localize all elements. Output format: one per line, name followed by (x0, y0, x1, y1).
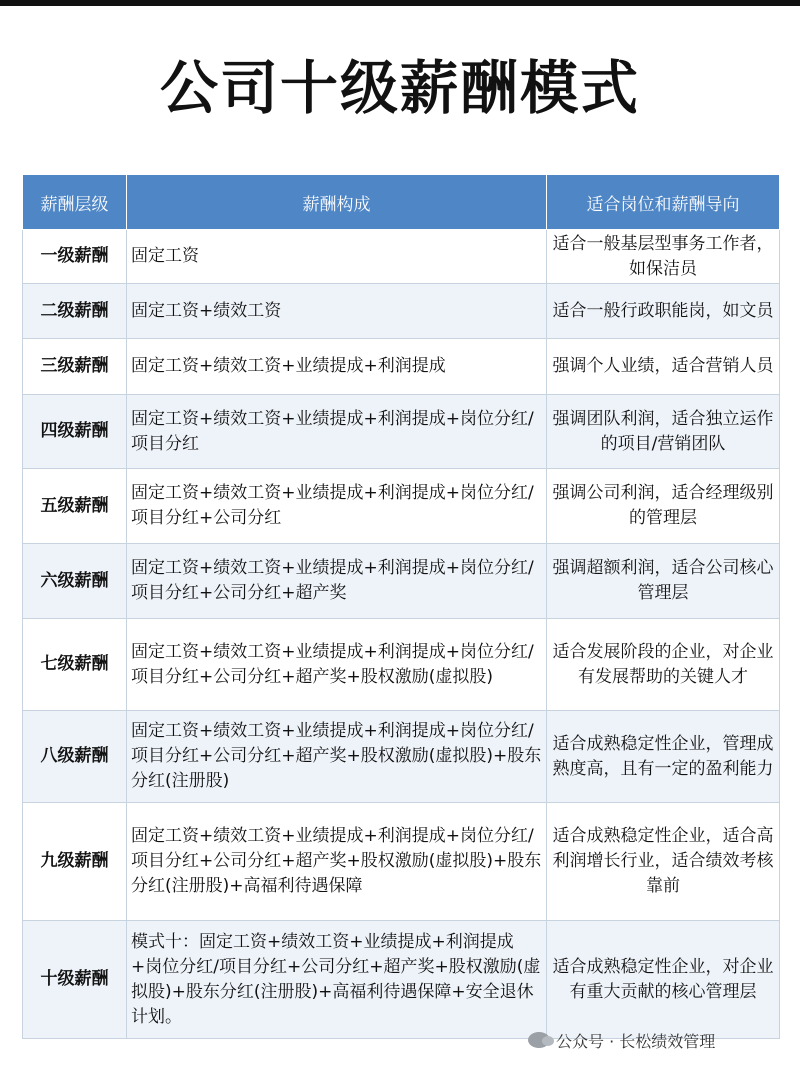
table-row (23, 619, 780, 711)
composition-cell: 固定工资+绩效工资+业绩提成+利润提成+岗位分红/项目分红+公司分红+超产奖+股权激励(虚拟股)+股东分红(注册股)+高福利待遇保障 (127, 803, 547, 921)
wechat-icon (528, 1032, 550, 1048)
header-composition: 薪酬构成 (127, 175, 547, 230)
composition-cell: 固定工资+绩效工资+业绩提成+利润提成+岗位分红/项目分红+公司分红+超产奖 (127, 544, 547, 619)
table-row (23, 803, 780, 921)
composition-cell: 固定工资+绩效工资+业绩提成+利润提成+岗位分红/项目分红 (127, 395, 547, 469)
composition-cell: 固定工资+绩效工资+业绩提成+利润提成 (127, 339, 547, 395)
fit-cell: 适合一般基层型事务工作者，如保洁员 (547, 230, 780, 284)
table-row (23, 284, 780, 339)
table-row (23, 544, 780, 619)
watermark-text: 公众号 · 长松绩效管理 (556, 1031, 716, 1051)
fit-cell: 适合成熟稳定性企业，管理成熟度高，且有一定的盈利能力 (547, 711, 780, 803)
fit-cell: 适合发展阶段的企业，对企业有发展帮助的关键人才 (547, 619, 780, 711)
table-header-row (23, 175, 780, 230)
fit-cell: 强调公司利润，适合经理级别的管理层 (547, 469, 780, 544)
fit-cell: 适合成熟稳定性企业，适合高利润增长行业，适合绩效考核靠前 (547, 803, 780, 921)
level-cell: 二级薪酬 (23, 284, 127, 339)
composition-cell: 固定工资+绩效工资 (127, 284, 547, 339)
composition-cell: 固定工资+绩效工资+业绩提成+利润提成+岗位分红/项目分红+公司分红+超产奖+股权激励(虚拟股) (127, 619, 547, 711)
level-cell: 一级薪酬 (23, 230, 127, 284)
composition-cell: 固定工资+绩效工资+业绩提成+利润提成+岗位分红/项目分红+公司分红 (127, 469, 547, 544)
salary-table (22, 174, 780, 1039)
table-row (23, 469, 780, 544)
level-cell: 九级薪酬 (23, 803, 127, 921)
composition-cell: 固定工资+绩效工资+业绩提成+利润提成+岗位分红/项目分红+公司分红+超产奖+股权激励(虚拟股)+股东分红(注册股) (127, 711, 547, 803)
top-border (0, 0, 800, 6)
composition-cell: 固定工资 (127, 230, 547, 284)
header-level: 薪酬层级 (23, 175, 127, 230)
header-fit: 适合岗位和薪酬导向 (547, 175, 780, 230)
fit-cell: 强调个人业绩，适合营销人员 (547, 339, 780, 395)
table-row (23, 711, 780, 803)
table-row (23, 921, 780, 1039)
level-cell: 七级薪酬 (23, 619, 127, 711)
fit-cell: 强调团队利润，适合独立运作的项目/营销团队 (547, 395, 780, 469)
page-title: 公司十级薪酬模式 (159, 54, 640, 122)
level-cell: 六级薪酬 (23, 544, 127, 619)
level-cell: 四级薪酬 (23, 395, 127, 469)
fit-cell: 适合成熟稳定性企业，对企业有重大贡献的核心管理层 (547, 921, 780, 1039)
table-row (23, 395, 780, 469)
table-row (23, 339, 780, 395)
fit-cell: 适合一般行政职能岗，如文员 (547, 284, 780, 339)
level-cell: 十级薪酬 (23, 921, 127, 1039)
level-cell: 三级薪酬 (23, 339, 127, 395)
level-cell: 五级薪酬 (23, 469, 127, 544)
watermark (528, 1026, 788, 1054)
composition-cell: 模式十：固定工资+绩效工资+业绩提成+利润提成+岗位分红/项目分红+公司分红+超产奖+股权激励(虚拟股)+股东分红(注册股)+高福利待遇保障+安全退休计划。 (127, 921, 547, 1039)
level-cell: 八级薪酬 (23, 711, 127, 803)
fit-cell: 强调超额利润，适合公司核心管理层 (547, 544, 780, 619)
table-row (23, 230, 780, 284)
